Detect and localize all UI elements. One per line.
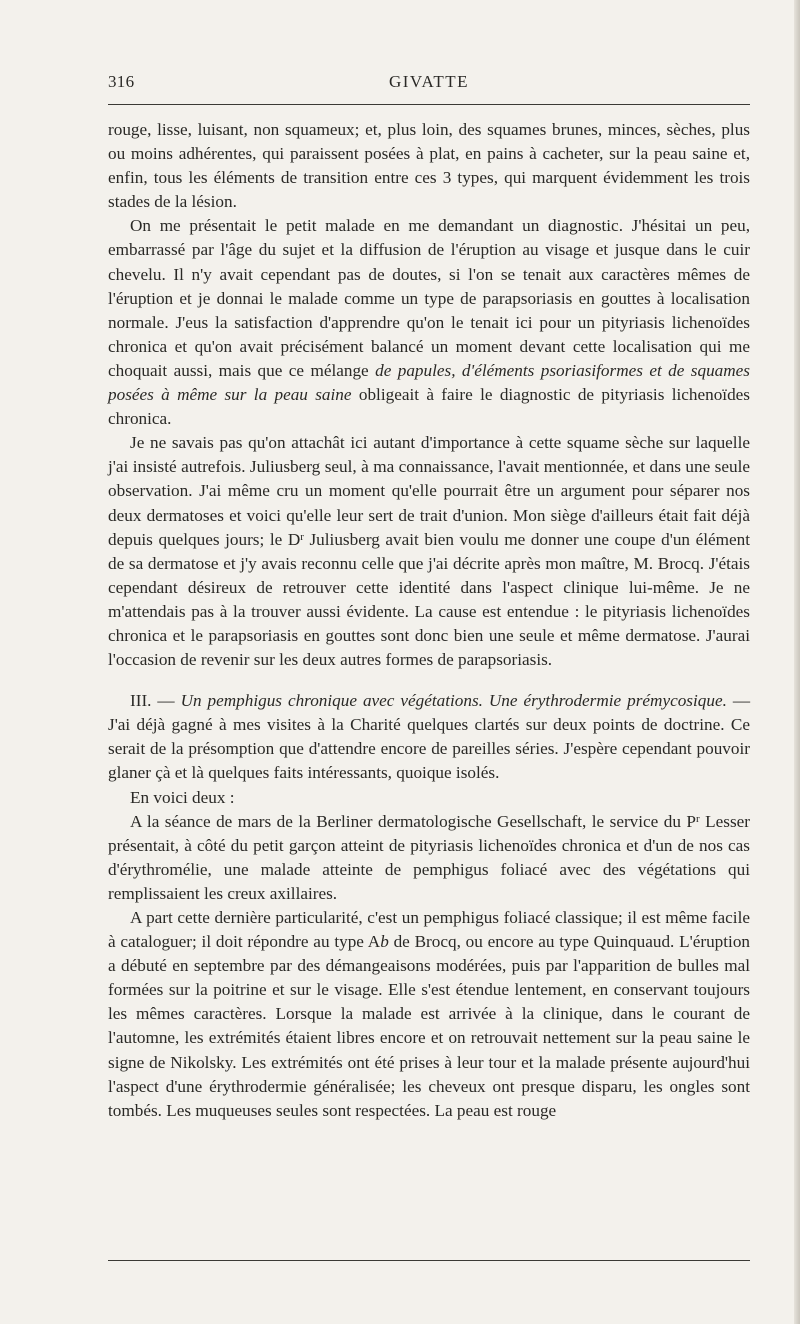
section-3-paragraph: III. — Un pemphigus chronique avec végétations. Une érythrodermie prémycosique. — J'ai déjà gagné à mes visites à la Charité quelques clartés sur deux points de doctrine. Ce serait de la présomption que d'attendre encore de pareilles séries. J'espère cependant pouvoir glaner çà et là quelques faits intéressants, quoique isolés. bbox=[108, 691, 751, 783]
superscript: r bbox=[696, 812, 700, 825]
paragraph-6: A la séance de mars de la Berliner dermatologische Gesellschaft, le service du $P^r$ Lesser présentait, à côté du petit garçon atteint de pityriasis lichenoïdes chronica et d'un de nos cas d'érythromélie, une malade atteinte de pemphigus foliacé avec des végétations qui remplissaient les creux axillaires. bbox=[108, 811, 750, 903]
section-label: III. — bbox=[130, 691, 181, 711]
paragraph-2: On me présentait le petit malade en me demandant un diagnostic. J'hésitai un peu, embarrassé par l'âge du sujet et la diffusion de l'éruption au visage et jusque dans le cuir chevelu. Il n'y avait cependant pas de doutes, si l'on se tenait aux caractères mêmes de l'éruption et je donnai le malade comme un type de parapsoriasis en gouttes à localisation normale. J'eus la satisfaction d'apprendre qu'on le tenait ici pour un pityriasis lichenoïdes chronica et qu'on avait précisément balancé un moment devant cette localisation qui me choquait aussi, mais que ce mélange de papules, d'éléments psoriasiformes et de squames posées à même sur la peau saine obligeait à faire le diagnostic de pityriasis lichenoïdes chronica. bbox=[108, 216, 750, 429]
page-edge-shadow bbox=[794, 0, 800, 1324]
body-text bbox=[108, 118, 750, 1123]
header-rule bbox=[108, 104, 750, 105]
page-header bbox=[108, 72, 750, 98]
superscript: r bbox=[300, 530, 304, 543]
paragraph-7: A part cette dernière particularité, c'est un pemphigus foliacé classique; il est même facile à cataloguer; il doit répondre au type Ab de Brocq, ou encore au type Quinquaud. L'éruption a débuté en septembre par des démangeaisons modérées, puis par l'apparition de bulles mal formées sur la poitrine et sur le visage. Elle s'est étendue lentement, en conservant toujours les mêmes caractères. Lorsque la malade est arrivée à la clinique, dans le courant de l'automne, les extrémités étaient libres encore et on retrouvait nettement sur la peau saine le signe de Nikolsky. Les extrémités ont été prises à leur tour et la malade présente aujourd'hui l'aspect d'une érythrodermie généralisée; les cheveux ont presque disparu, les ongles sont tombés. Les muqueuses seules sont respectées. La peau est rouge bbox=[108, 908, 751, 1120]
page-number: 316 bbox=[108, 72, 135, 91]
section-title: Un pemphigus chronique avec végétations. Une érythrodermie prémycosique. bbox=[180, 691, 727, 711]
running-head: GIVATTE bbox=[388, 72, 470, 91]
paragraph-3: Je ne savais pas qu'on attachât ici autant d'importance à cette squame sèche sur laquelle j'ai insisté autrefois. Juliusberg seul, à ma connaissance, l'avait mentionnée, et dans une seule observation. J'ai même cru un moment qu'elle pourrait être un argument pour séparer nos deux dermatoses et voici qu'elle leur sert de trait d'union. Mon siège d'ailleurs était fait déjà depuis quelques jours; le $D^r$ Juliusberg avait bien voulu me donner une coupe d'un élément de sa dermatose et j'y avais reconnu celle que j'ai décrite après mon maître, M. Brocq. J'étais cependant désireux de retrouver cette identité dans l'aspect clinique lui-même. Je ne m'attendais pas à la trouver aussi évidente. La cause est entendue : le pityriasis lichenoïdes chronica et le parapsoriasis en gouttes sont donc bien une seule et même dermatose. J'aurai l'occasion de revenir sur les deux autres formes de parapsoriasis. bbox=[108, 433, 750, 670]
italic-phrase: de papules, d'éléments psoriasiformes et de squames posées à même sur la peau saine bbox=[108, 360, 750, 405]
paragraph-1: rouge, lisse, luisant, non squameux; et, plus loin, des squames brunes, minces, sèches, plus ou moins adhérentes, qui paraissent posées à plat, en pains à cacheter, sur la peau saine et, enfin, tous les éléments de transition entre ces 3 types, qui marquent évidemment les trois stades de la lésion. bbox=[108, 120, 750, 212]
italic-letter: b bbox=[380, 932, 389, 952]
footer-rule bbox=[108, 1260, 750, 1261]
paragraph-5: En voici deux : bbox=[130, 787, 235, 807]
